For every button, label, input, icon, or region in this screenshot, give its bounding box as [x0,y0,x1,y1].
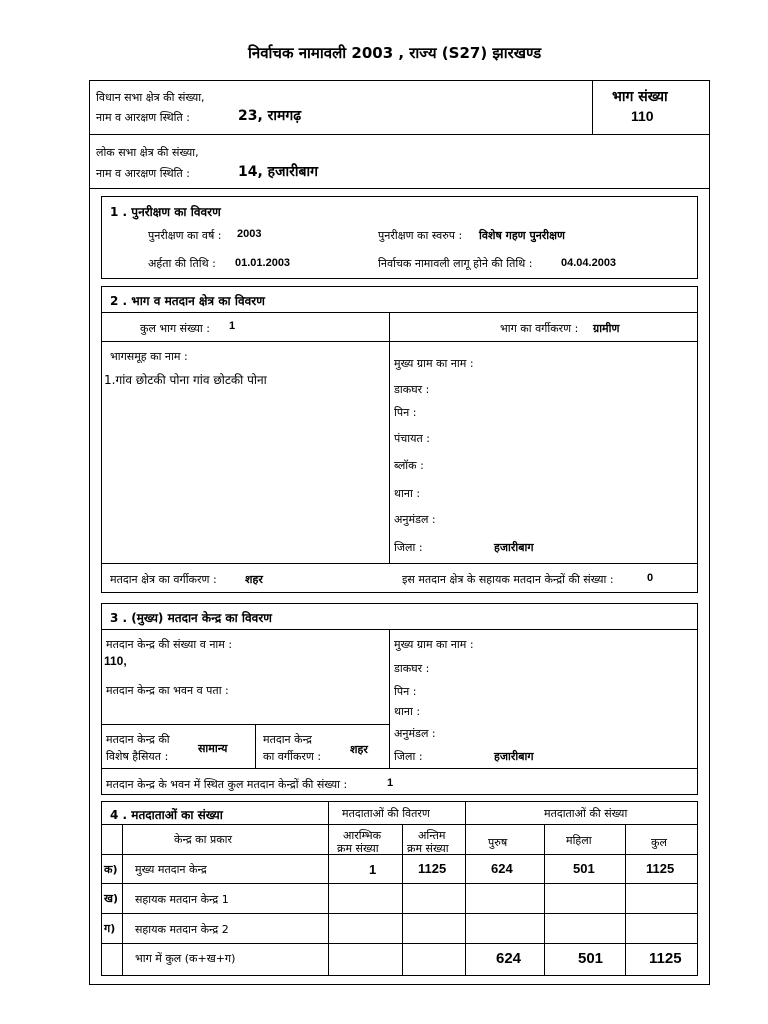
female-header: महिला [566,834,592,847]
table-row-female: 501 [578,950,604,967]
end-serial-header-1: अन्तिम [418,829,446,842]
s3-district-label: जिला : [394,750,423,763]
part-classification-label: भाग का वर्गीकरण : [500,322,579,335]
qualifying-date-value: 01.01.2003 [235,257,291,269]
lok-value: 14, हजारीबाग [238,164,318,180]
table-row-female: 501 [573,861,595,876]
revision-type-label: पुनरीक्षण का स्वरुप : [378,229,463,242]
center-name-label: मतदान केन्द्र की संख्या व नाम : [106,638,233,651]
male-header: पुरुष [488,836,508,849]
aux-centers-value: 0 [647,572,654,584]
qualifying-date-label: अर्हता की तिथि : [148,257,216,270]
s3-thana-label: थाना : [394,705,421,718]
section-3-title: 3 . (मुख्य) मतदान केन्द्र का विवरण [110,611,272,625]
table-row-type: भाग में कुल (क+ख+ग) [135,952,236,965]
start-serial-header-2: क्रम संख्या [337,842,379,855]
special-status-value: सामान्य [198,742,228,755]
total-centers-value: 1 [387,777,394,789]
section-4-title: 4 . मतदाताओं का संख्या [110,808,223,822]
area-class-value: शहर [245,573,263,586]
section-2-title: 2 . भाग व मतदान क्षेत्र का विवरण [110,294,265,308]
s2-village-label: मुख्य ग्राम का नाम : [394,357,474,370]
section-4-box [101,801,698,976]
s3-subdiv-label: अनुमंडल : [394,727,436,740]
total-parts-label: कुल भाग संख्या : [140,322,210,335]
s3-pin-label: पिन : [394,685,417,698]
s3-post-label: डाकघर : [394,662,430,675]
table-row-key: ख) [104,892,119,905]
center-name-value: 110, [104,654,127,668]
table-row-type: सहायक मतदान केन्द्र 2 [135,923,229,936]
effective-date-label: निर्वाचक नामावली लागू होने की तिथि : [378,257,533,270]
table-row-type: सहायक मतदान केन्द्र 1 [135,893,229,906]
s2-panchayat-label: पंचायत : [394,432,430,445]
distribution-header: मतदाताओं की वितरण [342,807,430,820]
end-serial-header-2: क्रम संख्या [407,842,449,855]
s2-post-label: डाकघर : [394,383,430,396]
vidhan-value: 23, रामगढ़ [238,108,302,124]
table-row-male: 624 [496,950,522,967]
total-parts-value: 1 [229,320,236,332]
s2-district-label: जिला : [394,541,423,554]
table-row-key: क) [104,863,118,876]
vidhan-label-1: विधान सभा क्षेत्र की संख्या, [96,91,205,104]
center-class-label-1: मतदान केन्द्र [263,733,312,746]
revision-year-label: पुनरीक्षण का वर्ष : [148,229,222,242]
table-row-end: 1125 [418,861,447,876]
total-centers-label: मतदान केन्द्र के भवन में स्थित कुल मतदान केन्द्रों की संख्या : [106,778,348,791]
table-row-total: 1125 [646,861,675,876]
s3-village-label: मुख्य ग्राम का नाम : [394,638,474,651]
s2-subdiv-label: अनुमंडल : [394,513,436,526]
center-type-header: केन्द्र का प्रकार [174,833,233,846]
bhag-label: भाग संख्या [612,89,668,105]
s2-pin-label: पिन : [394,406,417,419]
center-class-value: शहर [350,743,368,756]
bhag-value: 110 [631,108,654,124]
aux-centers-label: इस मतदान क्षेत्र के सहायक मतदान केन्द्रों की संख्या : [402,573,614,586]
table-row-type: मुख्य मतदान केन्द्र [135,863,207,876]
s2-thana-label: थाना : [394,487,421,500]
count-header: मतदाताओं की संख्या [544,807,628,820]
table-row-male: 624 [491,861,513,876]
total-header: कुल [651,836,667,849]
s2-block-label: ब्लॉक : [394,459,424,472]
special-status-label-1: मतदान केन्द्र की [106,733,170,746]
revision-type-value: विशेष गहण पुनरीक्षण [479,229,565,242]
lok-label-1: लोक सभा क्षेत्र की संख्या, [96,146,199,159]
building-label: मतदान केन्द्र का भवन व पता : [106,684,229,697]
table-row-key: ग) [104,922,116,935]
part-classification-value: ग्रामीण [593,322,620,335]
table-row-total: 1125 [649,950,682,967]
revision-year-value: 2003 [237,228,262,240]
s3-district-value: हजारीबाग [494,750,534,763]
lok-label-2: नाम व आरक्षण स्थिति : [96,167,190,180]
page-title: निर्वाचक नामावली 2003 , राज्य (S27) झारखण्ड [248,44,542,62]
s2-district-value: हजारीबाग [494,541,534,554]
section-3-box [101,603,698,795]
group-name-label: भागसमूह का नाम : [110,350,188,363]
vidhan-label-2: नाम व आरक्षण स्थिति : [96,111,190,124]
special-status-label-2: विशेष हैसियत : [106,750,169,763]
effective-date-value: 04.04.2003 [561,257,617,269]
group-name-value: 1.गांव छोटकी पोना गांव छोटकी पोना [104,373,267,387]
area-class-label: मतदान क्षेत्र का वर्गीकरण : [110,573,217,586]
section-1-title: 1 . पुनरीक्षण का विवरण [110,205,221,219]
center-class-label-2: का वर्गीकरण : [263,750,322,763]
start-serial-header-1: आरम्भिक [343,829,382,842]
table-row-start: 1 [369,862,377,877]
